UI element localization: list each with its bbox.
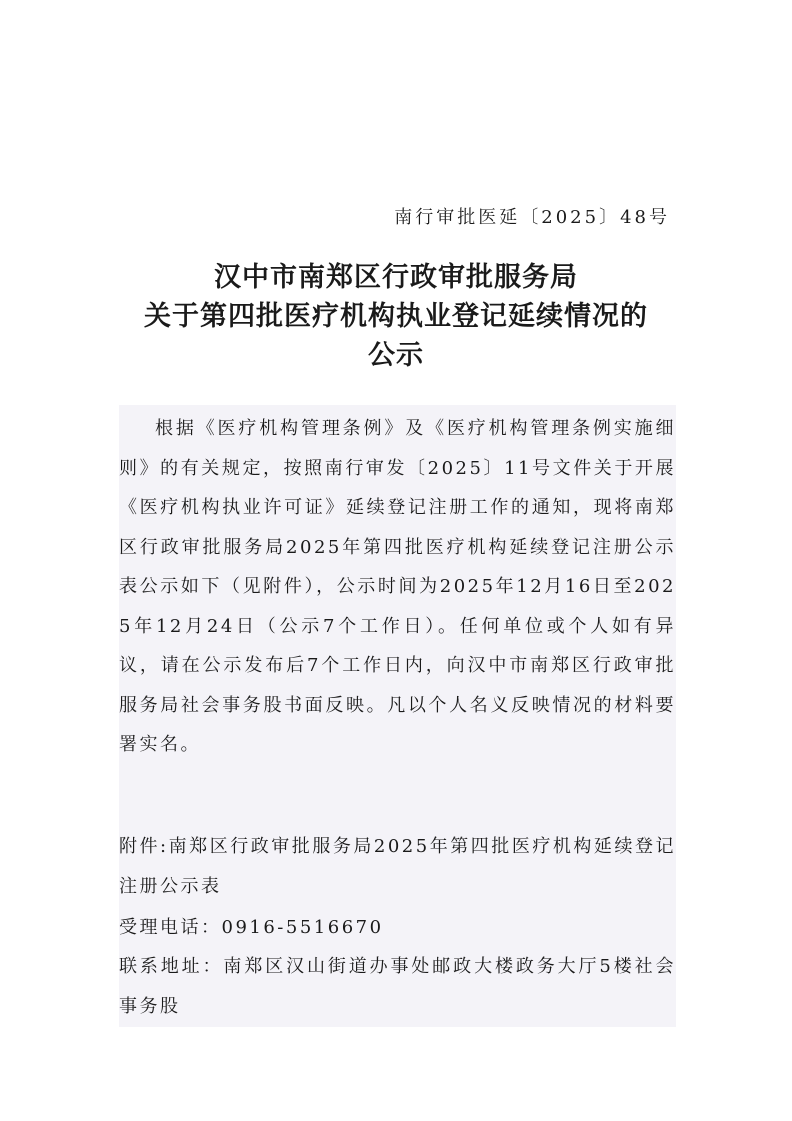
attachment-note: 附件:南郑区行政审批服务局2025年第四批医疗机构延续登记注册公示表	[119, 836, 676, 897]
main-paragraph: 根据《医疗机构管理条例》及《医疗机构管理条例实施细则》的有关规定，按照南行审发〔2025〕11号文件关于开展《医疗机构执业许可证》延续登记注册工作的通知，现将南郑区行政审批服务局2025年第四批医疗机构延续登记注册公示表公示如下（见附件），公示时间为2025年12月16日至2025年12月24日（公示7个工作日）。任何单位或个人如有异议，请在公示发布后7个工作日内，向汉中市南郑区行政审批服务局社会事务股书面反映。凡以个人名义反映情况的材料要署实名。	[119, 418, 676, 755]
title-line-2: 关于第四批医疗机构执业登记延续情况的	[144, 301, 648, 332]
contact-address: 联系地址：南郑区汉山街道办事处邮政大楼政务大厅5楼社会事务股	[119, 956, 676, 1017]
title-line-1: 汉中市南郑区行政审批服务局	[214, 262, 578, 293]
document-number: 南行审批医延〔2025〕48号	[394, 207, 670, 228]
title-line-3: 公示	[368, 340, 424, 371]
contact-phone: 受理电话：0916-5516670	[119, 917, 384, 938]
document-body	[119, 405, 676, 1027]
document-title	[0, 258, 792, 375]
